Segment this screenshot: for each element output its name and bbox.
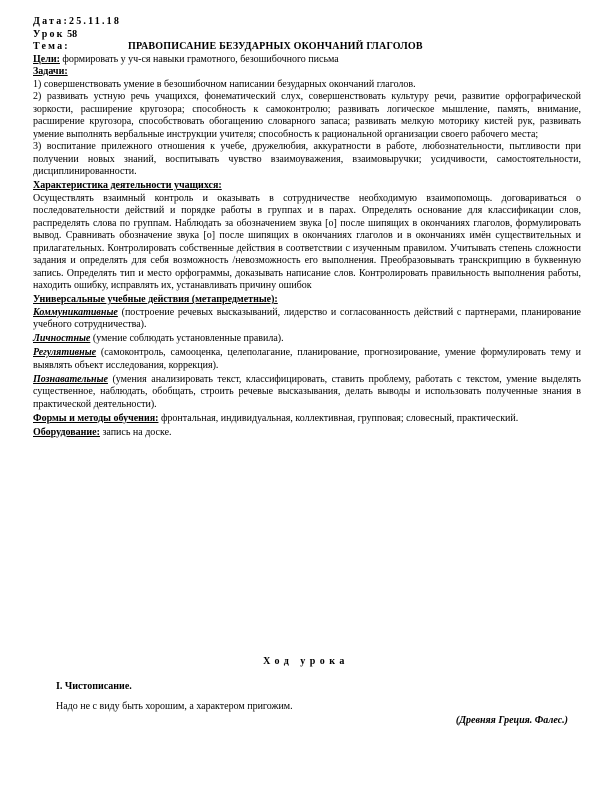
goals-paragraph <box>33 54 581 67</box>
uud-regulatory <box>33 347 581 372</box>
uud-communicative-name: Коммуникативные <box>33 306 118 318</box>
activity-label: Характеристика деятельности учащихся: <box>33 180 222 191</box>
uud-cognitive-name: Познавательные <box>33 373 108 385</box>
topic-title: ПРАВОПИСАНИЕ БЕЗУДАРНЫХ ОКОНЧАНИЙ ГЛАГОЛОВ <box>128 41 423 52</box>
uud-cognitive-text: (умения анализировать текст, классифицировать, ставить проблему, работать с текстом, умение выделять существенное, наблюдать, обобщать, строить речевые высказывания, делать выводы и использовать полученные знания в практической деятельности). <box>33 373 581 410</box>
uud-personal <box>33 333 581 346</box>
uud-regulatory-text: (самоконтроль, самооценка, целеполагание, планирование, прогнозирование, умение формулировать тему и выявлять объект исследования, коррекция). <box>33 347 581 371</box>
course-title: Ход урока <box>263 656 349 667</box>
uud-label: Универсальные учебные действия (метапредметные): <box>33 294 278 305</box>
lesson-label: Урок <box>33 28 65 40</box>
stage-heading: I. Чистописание. <box>56 681 132 692</box>
equipment-text: запись на доске. <box>99 426 172 438</box>
task-item-1: 1) совершенствовать умение в безошибочном написании безударных окончаний глаголов. <box>33 78 416 90</box>
tasks-heading <box>33 66 581 79</box>
uud-communicative <box>33 307 581 332</box>
lesson-line <box>33 29 581 42</box>
uud-cognitive <box>33 374 581 412</box>
equipment-paragraph <box>33 427 581 440</box>
uud-personal-name: Личностные <box>33 333 91 344</box>
goals-label: Цели: <box>33 53 60 65</box>
date-label: Дата: <box>33 16 69 27</box>
uud-communicative-text: (построение речевых высказываний, лидерство и согласованность действий с партнерами, планирование учебного сотрудничества). <box>33 306 581 330</box>
equipment-label: Оборудование: <box>33 426 100 438</box>
topic-line <box>33 41 581 54</box>
lesson-plan-page <box>33 16 581 439</box>
tasks-label: Задачи: <box>33 66 68 77</box>
uud-heading <box>33 294 581 307</box>
uud-regulatory-name: Регулятивные <box>33 347 97 358</box>
quote-source: (Древняя Греция. Фалес.) <box>455 715 568 726</box>
lesson-number: 58 <box>67 28 78 40</box>
goals-text: формировать у уч-ся навыки грамотного, безошибочного письма <box>62 53 339 65</box>
methods-label: Формы и методы обучения: <box>33 412 159 424</box>
uud-personal-text: (умение соблюдать установленные правила). <box>90 333 284 344</box>
methods-text: фронтальная, индивидуальная, коллективная, групповая; словесный, практический. <box>158 412 519 424</box>
methods-paragraph <box>33 413 581 426</box>
calligraphy-quote: Надо не с виду быть хорошим, а характером пригожим. <box>56 701 293 712</box>
task-item-3: 3) воспитание прилежного отношения к учебе, дружелюбия, аккуратности в работе, любознательности, пытливости при получении новых знаний, воспитывать чувство взаимоуважения, взаимовыручки; усидчивости, самостоятельности, дисциплинированности. <box>33 141 581 177</box>
task-item-2: 2) развивать устную речь учащихся, фонематический слух, совершенствовать культуру речи, развитие орфографической зоркости, расширение кругозора; способность к самоконтролю; развивать логическое мышление, память, внимание, расширение кругозора, способствовать обогащению словарного запаса; развивать мелкую моторику кистей рук, развивать умение выполнять вербальные инструкции учителя; способность к рациональной организации своего рабочего места; <box>33 91 581 140</box>
activity-heading <box>33 180 581 193</box>
date-value: 25.11.18 <box>69 16 122 27</box>
activity-text: Осуществлять взаимный контроль и оказывать в сотрудничестве необходимую взаимопомощь. договариваться о последовательности действий и порядке работы в группах и в парах. Определять основание для классификации слов, распределять слова по группам. Наблюдать за обозначением звука [о] после шипящих в окончаниях глаголов, формулировать вывод. Сравнивать обозначение звука [о] после шипящих в окончаниях глаголов и в окончаниях имён существительных и прилагательных. Контролировать собственные действия в соответствии с изученным правилом. Учитывать степень сложности задания и определять для себя возможность /невозможность его выполнения. Преобразовывать транскрипцию в буквенную запись. Определять тип и место орфограммы, доказывать написание слов. Контролировать правильность выполнения работы, находить ошибку, исправлять их, устанавливать причину ошибок <box>33 192 581 291</box>
date-line <box>33 16 581 29</box>
topic-label: Тема: <box>33 41 70 52</box>
